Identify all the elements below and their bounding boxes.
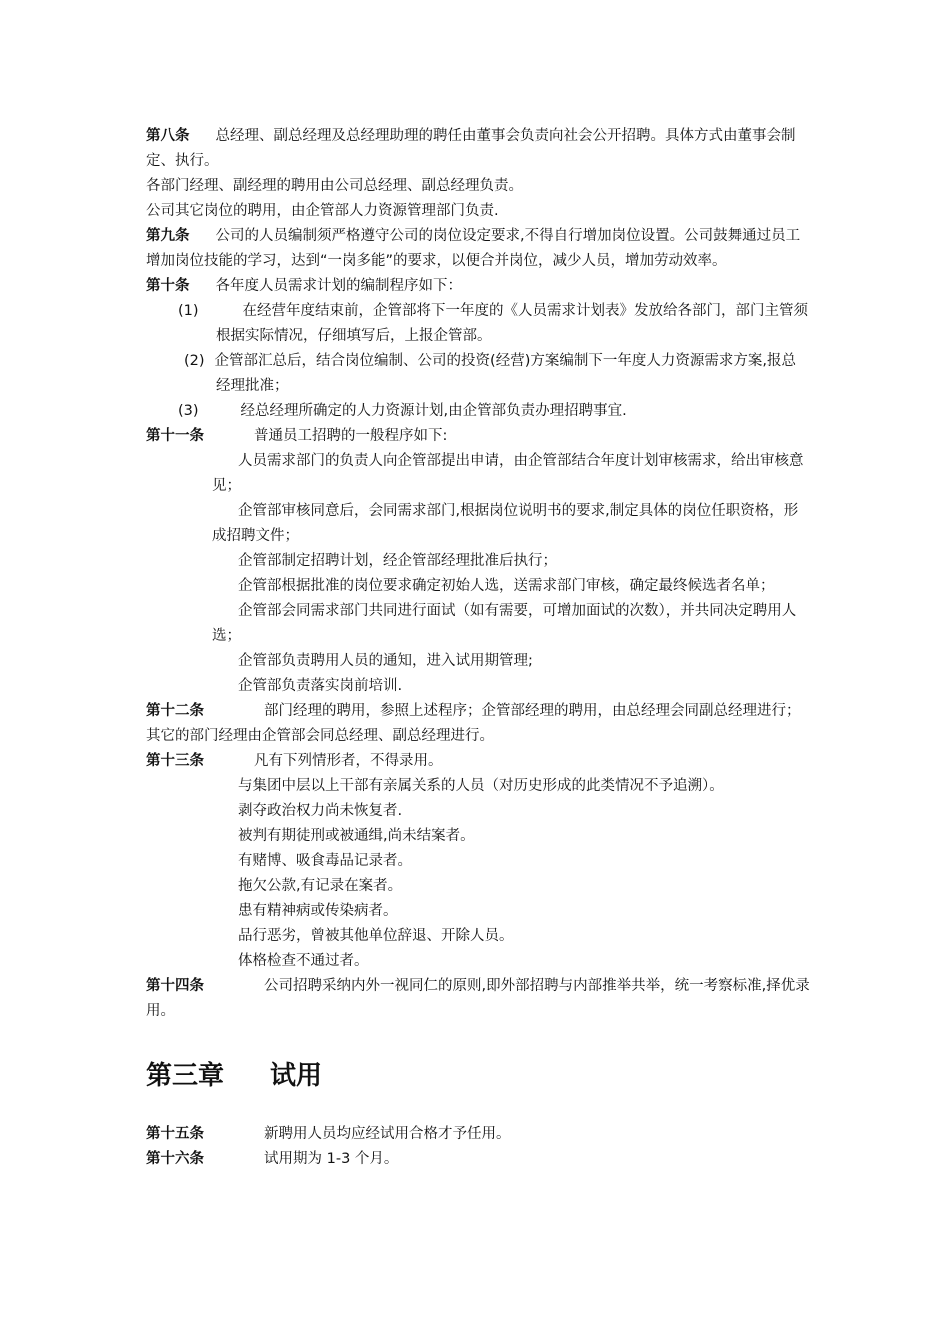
item-text: 在经营年度结束前，企管部将下一年度的《人员需求计划表》发放给各部门，部门主管须根据实际情况，仔细填写后，上报企管部。 [216,303,809,344]
article-label: 第十四条 [146,978,204,994]
article-label: 第九条 [146,228,190,244]
item-number: (1) [178,303,199,319]
article-text: 新聘用人员均应经试用合格才予任用。 [264,1126,511,1142]
article-text: 各年度人员需求计划的编制程序如下： [215,278,462,294]
article-text: 试用期为 1-3 个月。 [264,1151,399,1167]
article-text: 公司的人员编制须严格遵守公司的岗位设定要求,不得自行增加岗位设置。公司鼓舞通过员工增加岗位技能的学习，达到“一岗多能”的要求，以便合并岗位，减少人员，增加劳动效率。 [146,228,801,269]
list-item: 患有精神病或传染病者。 [238,903,398,919]
list-item: 有赌博、吸食毒品记录者。 [238,853,412,869]
list-item: 被判有期徒刑或被通缉,尚未结案者。 [238,828,475,844]
procedure-step: 企管部负责聘用人员的通知，进入试用期管理; [238,653,533,669]
article-label: 第十六条 [146,1151,204,1167]
list-item: 与集团中层以上干部有亲属关系的人员（对历史形成的此类情况不予追溯）。 [238,778,724,794]
article-text: 凡有下列情形者，不得录用。 [254,753,443,769]
article-label: 第十三条 [146,753,204,769]
list-item: 品行恶劣，曾被其他单位辞退、开除人员。 [238,928,514,944]
list-item: 剥夺政治权力尚未恢复者. [238,803,403,819]
numbered-item [178,299,810,349]
item-number: (3) [178,403,199,419]
list-item: 体格检查不通过者。 [238,953,369,969]
numbered-item [184,349,810,399]
article-11 [146,424,810,449]
article-label: 第十二条 [146,703,204,719]
article-9 [146,224,810,274]
article-label: 第十一条 [146,428,204,444]
article-10 [146,274,810,299]
procedure-step: 人员需求部门的负责人向企管部提出申请，由企管部结合年度计划审核需求，给出审核意见； [212,453,804,494]
paragraph: 各部门经理、副经理的聘用由公司总经理、副总经理负责。 [146,178,523,194]
chapter-heading [146,1060,810,1092]
article-text: 公司招聘采纳内外一视同仁的原则,即外部招聘与内部推举共举，统一考察标准,择优录用。 [146,978,810,1019]
article-14 [146,974,810,1024]
article-text: 总经理、副总经理及总经理助理的聘任由董事会负责向社会公开招聘。具体方式由董事会制定、执行。 [146,128,796,169]
article-label: 第十条 [146,278,190,294]
article-13 [146,749,810,774]
article-text: 部门经理的聘用，参照上述程序；企管部经理的聘用，由总经理会同副总经理进行；其它的部门经理由企管部会同总经理、副总经理进行。 [146,703,801,744]
article-text: 普通员工招聘的一般程序如下: [254,428,448,444]
chapter-title: 试用 [270,1061,323,1091]
procedure-step: 企管部负责落实岗前培训. [238,678,403,694]
procedure-step: 企管部制定招聘计划，经企管部经理批准后执行； [238,553,557,569]
chapter-label: 第三章 [146,1061,225,1091]
article-16 [146,1147,810,1172]
document-body [146,124,810,1172]
article-label: 第十五条 [146,1126,204,1142]
article-12 [146,699,810,749]
procedure-step: 企管部审核同意后，会同需求部门,根据岗位说明书的要求,制定具体的岗位任职资格，形成招聘文件； [212,503,799,544]
procedure-step: 企管部会同需求部门共同进行面试（如有需要，可增加面试的次数），并共同决定聘用人选； [212,603,797,644]
article-8 [146,124,810,174]
article-15 [146,1122,810,1147]
list-item: 拖欠公款,有记录在案者。 [238,878,403,894]
item-number: (2) [184,353,205,369]
procedure-step: 企管部根据批准的岗位要求确定初始人选，送需求部门审核，确定最终候选者名单； [238,578,775,594]
paragraph: 公司其它岗位的聘用，由企管部人力资源管理部门负责. [146,203,499,219]
item-text: 经总经理所确定的人力资源计划,由企管部负责办理招聘事宜. [240,403,627,419]
item-text: 企管部汇总后，结合岗位编制、公司的投资(经营)方案编制下一年度人力资源需求方案,报总经理批准； [214,353,796,394]
numbered-item [178,399,810,424]
article-label: 第八条 [146,128,190,144]
